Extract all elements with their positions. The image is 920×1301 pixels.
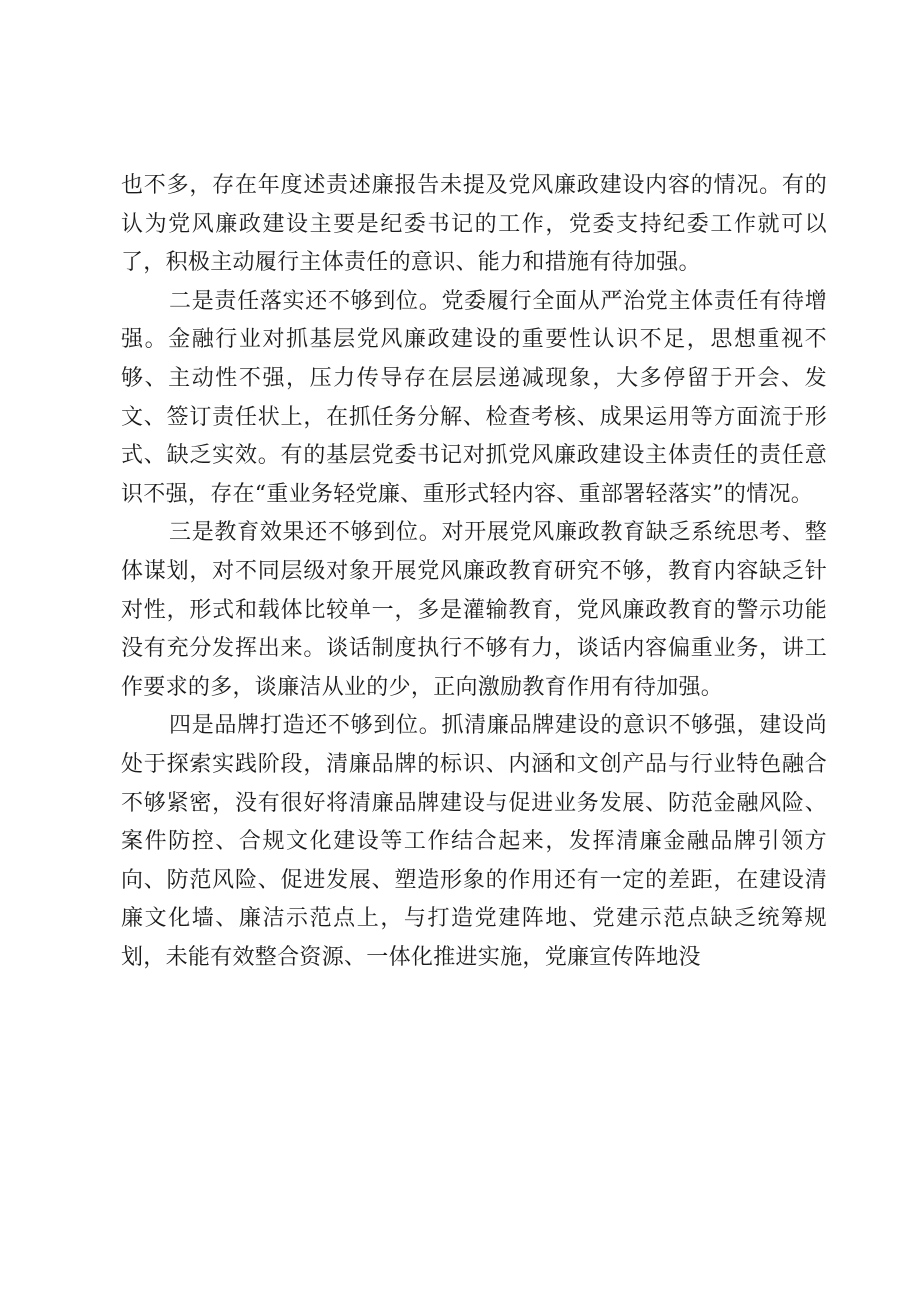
document-body — [121, 167, 827, 977]
paragraph-education: 三是教育效果还不够到位。对开展党风廉政教育缺乏系统思考、整体谋划，对不同层级对象开展党风廉政教育研究不够，教育内容缺乏针对性，形式和载体比较单一，多是灌输教育，党风廉政教育的警示功能没有充分发挥出来。谈话制度执行不够有力，谈话内容偏重业务，讲工作要求的多，谈廉洁从业的少，正向激励教育作用有待加强。 — [121, 520, 827, 700]
paragraph-brand: 四是品牌打造还不够到位。抓清廉品牌建设的意识不够强，建设尚处于探索实践阶段，清廉品牌的标识、内涵和文创产品与行业特色融合不够紧密，没有很好将清廉品牌建设与促进业务发展、防范金融风险、案件防控、合规文化建设等工作结合起来，发挥清廉金融品牌引领方向、防范风险、促进发展、塑造形象的作用还有一定的差距，在建设清廉文化墙、廉洁示范点上，与打造党建阵地、党建示范点缺乏统筹规划，未能有效整合资源、一体化推进实施，党廉宣传阵地没 — [121, 713, 827, 970]
paragraph-continuation: 也不多，存在年度述责述廉报告未提及党风廉政建设内容的情况。有的认为党风廉政建设主要是纪委书记的工作，党委支持纪委工作就可以了，积极主动履行主体责任的意识、能力和措施有待加强。 — [121, 173, 827, 276]
paragraph-responsibility: 二是责任落实还不够到位。党委履行全面从严治党主体责任有待增强。金融行业对抓基层党风廉政建设的重要性认识不足，思想重视不够、主动性不强，压力传导存在层层递减现象，大多停留于开会、发文、签订责任状上，在抓任务分解、检查考核、成果运用等方面流于形式、缺乏实效。有的基层党委书记对抓党风廉政建设主体责任的责任意识不强，存在“重业务轻党廉、重形式轻内容、重部署轻落实”的情况。 — [121, 288, 827, 507]
